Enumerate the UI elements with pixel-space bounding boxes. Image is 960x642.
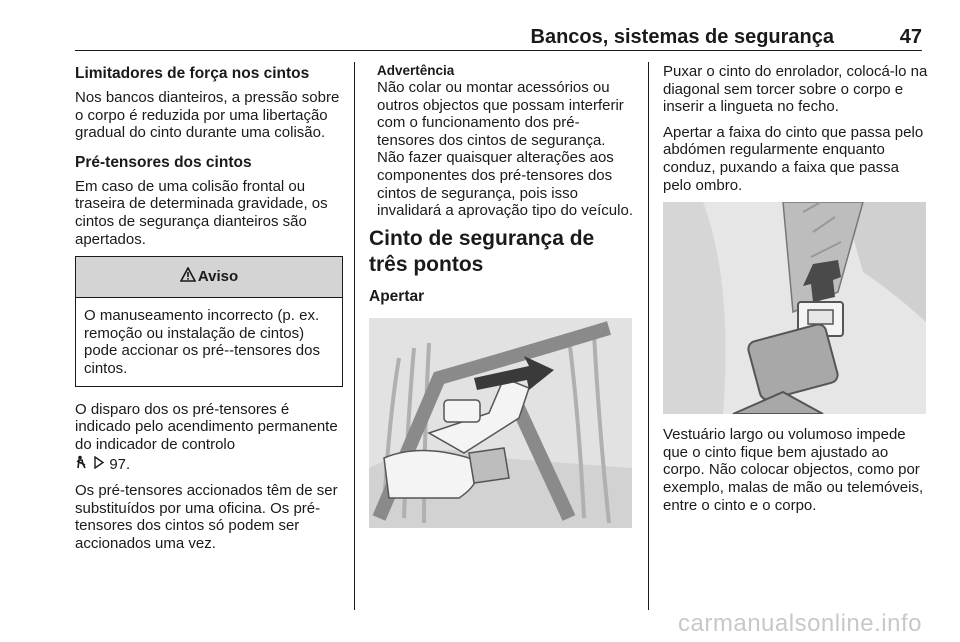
paragraph-pretensioners: Em caso de uma colisão frontal ou traseira de determinada gravidade, os cintos de segurança dianteiros são apertados. [75,177,328,248]
watermark: carmanualsonline.info [678,610,922,637]
paragraph-force-limiters: Nos bancos dianteiros, a pressão sobre o corpo é reduzida por uma libertação gradual do cinto durante uma colisão. [75,89,340,142]
warning-text: O manuseamento incorrecto (p. ex. remoção ou instalação de cintos) pode accionar os pré--tensores dos cintos. [84,307,320,377]
column-left [75,63,343,560]
caution-title: Advertência [377,63,455,78]
warning-triangle-icon [180,267,196,287]
paragraph-pull-belt: Puxar o cinto do enrolador, colocá-lo na diagonal sem torcer sobre o corpo e inserir a lingueta no fecho. [663,63,928,116]
paragraph-trigger: O disparo dos os pré-tensores é indicado pelo acendimento permanente do indicador de controlo [75,400,338,453]
heading-pretensioners: Pré-tensores dos cintos [75,153,252,171]
caution-text: Não colar ou montar acessórios ou outros objectos que possam interferir com o funcionamento dos pré-tensores dos cintos de segurança. Não fazer quaisquer alterações aos componentes dos pré-tensores dos cintos de segurança, pois isso invalidará a aprovação tipo do veículo. [377,79,633,220]
page-number: 47 [899,26,922,48]
paragraph-replacement: Os pré-tensores accionados têm de ser substituídos por uma oficina. Os pré-tensores dos cintos só podem ser accionados uma vez. [75,481,338,552]
heading-force-limiters: Limitadores de força nos cintos [75,65,310,82]
warning-box [75,256,343,386]
caution-block [377,63,637,220]
page-reference: 97. [109,456,131,474]
column-middle [369,63,637,528]
seatbelt-pretensioner-indicator-icon [75,455,89,474]
section-title: Bancos, sistemas de segurança [530,26,834,48]
page-reference-arrow-icon [93,456,105,474]
heading-fasten: Apertar [369,287,425,305]
warning-header [76,257,342,298]
heading-three-point-belt: Cinto de segurança de três pontos [369,226,595,276]
paragraph-tighten: Apertar a faixa do cinto que passa pelo abdómen regularmente enquanto conduz, puxando a faixa que passa pelo ombro. [663,123,924,194]
column-divider [648,62,649,610]
column-right [663,63,928,522]
illustration-buckle [663,202,926,414]
paragraph-clothing: Vestuário largo ou volumoso impede que o cinto fique bem ajustado ao corpo. Não colocar objectos, como por exemplo, malas de mão ou telemóveis, entre o cinto e o corpo. [663,426,924,514]
page-header [75,22,922,51]
illustration-fastening-belt [369,318,632,528]
column-divider [354,62,355,610]
paragraph-trigger-ref [75,455,343,474]
warning-title: Aviso [197,268,239,286]
